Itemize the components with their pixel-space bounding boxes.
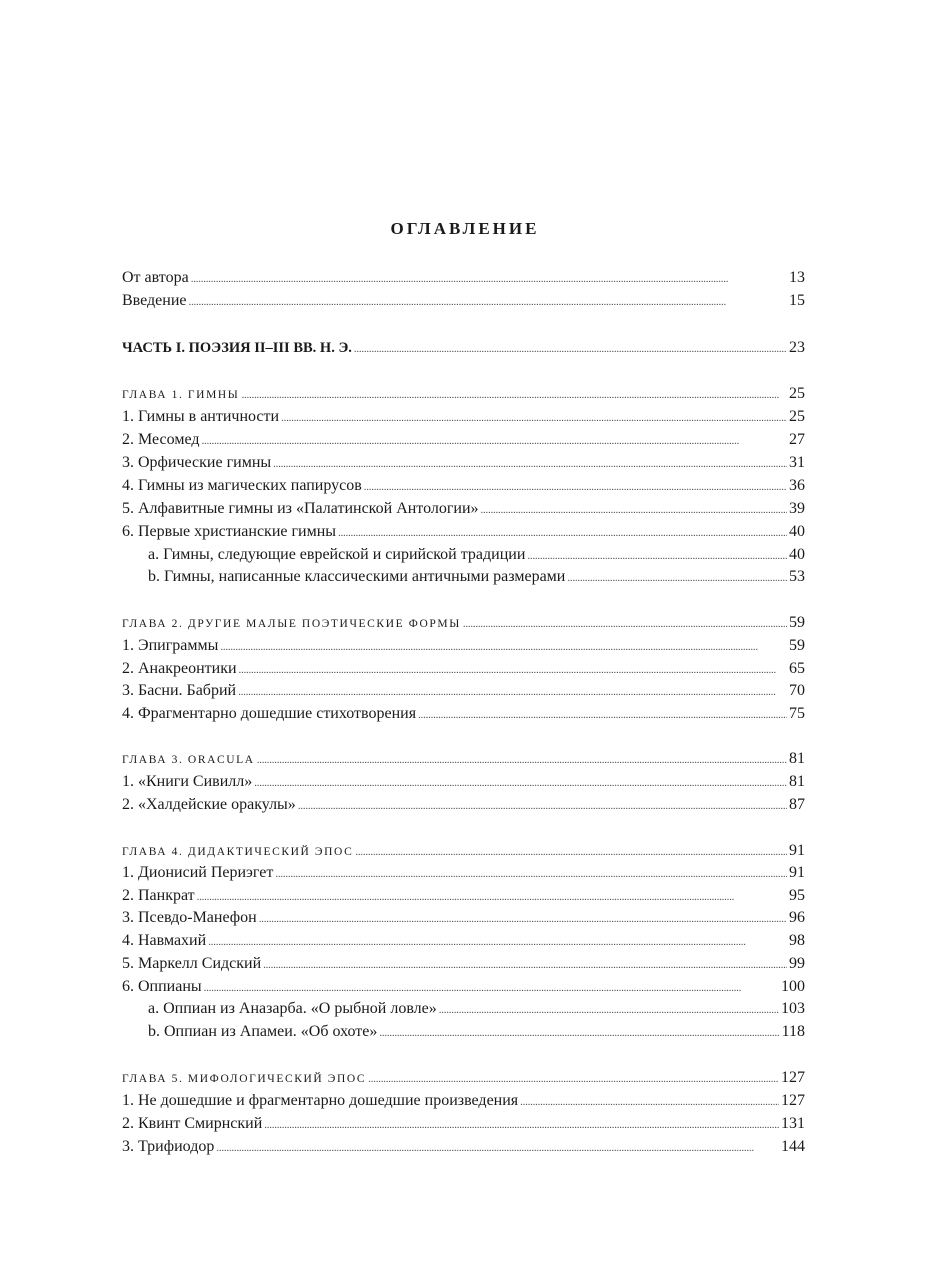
- dot-leader: [567, 568, 787, 588]
- dot-leader: [241, 385, 787, 405]
- toc-entry-title: 5. Алфавитные гимны из «Палатинской Антологии»: [122, 500, 479, 517]
- toc-entry-title: 4. Фрагментарно дошедшие стихотворения: [122, 705, 417, 722]
- toc-entry[interactable]: [122, 522, 805, 542]
- toc-entry-page: 31: [789, 454, 805, 471]
- toc-entry-title: ГЛАВА 2. ДРУГИЕ МАЛЫЕ ПОЭТИЧЕСКИЕ ФОРМЫ: [122, 618, 461, 630]
- toc-entry[interactable]: [122, 1137, 805, 1157]
- toc-entry[interactable]: [148, 545, 805, 565]
- toc-entry-page: 91: [789, 842, 805, 859]
- toc-entry-page: 103: [781, 1000, 805, 1017]
- toc-entry-page: 53: [789, 568, 805, 585]
- toc-entry-title: 1. Гимны в античности: [122, 408, 280, 425]
- toc-entry-title: 3. Трифиодор: [122, 1138, 215, 1155]
- toc-entry-title: 5. Маркелл Сидский: [122, 955, 262, 972]
- dot-leader: [273, 454, 787, 474]
- toc-entry[interactable]: [122, 704, 805, 724]
- toc-entry-title: 4. Навмахий: [122, 932, 207, 949]
- toc-entry-page: 81: [789, 773, 805, 790]
- toc-entry[interactable]: [122, 977, 805, 997]
- dot-leader: [191, 269, 787, 289]
- toc-entry-title: От автора: [122, 269, 189, 286]
- toc-entry-page: 96: [789, 909, 805, 926]
- toc-entry-page: 70: [789, 682, 805, 699]
- dot-leader: [354, 339, 787, 359]
- toc-entry[interactable]: [122, 384, 805, 404]
- dot-leader: [364, 477, 787, 497]
- toc-entry-page: 40: [789, 546, 805, 563]
- toc-entry[interactable]: [122, 1068, 805, 1088]
- dot-leader: [418, 705, 787, 725]
- dot-leader: [379, 1023, 779, 1043]
- toc-entry-title: 4. Гимны из магических папирусов: [122, 477, 362, 494]
- toc-entry[interactable]: [122, 841, 805, 861]
- dot-leader: [439, 1000, 779, 1020]
- toc-entry-page: 127: [781, 1069, 805, 1086]
- toc-entry[interactable]: [148, 1022, 805, 1042]
- toc-entry-page: 25: [789, 408, 805, 425]
- toc-entry-page: 118: [781, 1023, 805, 1040]
- dot-leader: [281, 408, 787, 428]
- toc-entry-title: b. Гимны, написанные классическими античными размерами: [148, 568, 566, 585]
- toc-entry-title: 3. Псевдо-Манефон: [122, 909, 257, 926]
- toc-entry-title: 2. Квинт Смирнский: [122, 1115, 263, 1132]
- toc-entry[interactable]: [122, 613, 805, 633]
- toc-entry-title: 2. Месомед: [122, 431, 200, 448]
- toc-entry-page: 127: [781, 1092, 805, 1109]
- toc-entry[interactable]: [122, 499, 805, 519]
- toc-entry-page: 59: [789, 614, 805, 631]
- toc-entry-page: 95: [789, 887, 805, 904]
- dot-leader: [254, 773, 787, 793]
- toc-entry[interactable]: [122, 886, 805, 906]
- dot-leader: [463, 614, 787, 634]
- toc-entry[interactable]: [122, 1114, 805, 1134]
- toc-entry-title: 2. Панкрат: [122, 887, 195, 904]
- toc-entry-title: 2. Анакреонтики: [122, 660, 237, 677]
- toc-title: ОГЛАВЛЕНИЕ: [390, 219, 540, 238]
- dot-leader: [355, 842, 787, 862]
- toc-entry-page: 27: [789, 431, 805, 448]
- dot-leader: [264, 1115, 779, 1135]
- toc-entry[interactable]: [122, 636, 805, 656]
- toc-entry[interactable]: [122, 1091, 805, 1111]
- dot-leader: [257, 750, 787, 770]
- toc-entry-page: 75: [789, 705, 805, 722]
- toc-entry[interactable]: [122, 931, 805, 951]
- toc-entry-title: a. Оппиан из Аназарба. «О рыбной ловле»: [148, 1000, 437, 1017]
- dot-leader: [527, 546, 787, 566]
- dot-leader: [204, 978, 779, 998]
- toc-entry-title: ГЛАВА 5. МИФОЛОГИЧЕСКИЙ ЭПОС: [122, 1073, 367, 1085]
- toc-entry-title: ГЛАВА 1. ГИМНЫ: [122, 389, 240, 401]
- toc-entry[interactable]: [122, 863, 805, 883]
- toc-entry-title: 6. Первые христианские гимны: [122, 523, 337, 540]
- dot-leader: [239, 660, 787, 680]
- toc-entry-title: 1. Дионисий Периэгет: [122, 864, 274, 881]
- dot-leader: [216, 1138, 779, 1158]
- dot-leader: [189, 292, 788, 312]
- toc-entry-title: 3. Басни. Бабрий: [122, 682, 237, 699]
- toc-entry-page: 131: [781, 1115, 805, 1132]
- toc-entry-title: Введение: [122, 292, 187, 309]
- toc-entry-page: 15: [789, 292, 805, 309]
- toc-entry-title: ЧАСТЬ I. ПОЭЗИЯ II–III ВВ. Н. Э.: [122, 340, 352, 356]
- toc-entry-page: 23: [789, 339, 805, 356]
- toc-entry-title: 1. Эпиграммы: [122, 637, 219, 654]
- toc-entry-title: 3. Орфические гимны: [122, 454, 272, 471]
- dot-leader: [197, 887, 787, 907]
- toc-entry[interactable]: [122, 476, 805, 496]
- toc-entry-title: 6. Оппианы: [122, 978, 202, 995]
- toc-entry-page: 91: [789, 864, 805, 881]
- dot-leader: [298, 796, 787, 816]
- dot-leader: [220, 637, 787, 657]
- toc-entry-page: 65: [789, 660, 805, 677]
- toc-entry[interactable]: [122, 407, 805, 427]
- toc-entry[interactable]: [122, 659, 805, 679]
- toc-entry[interactable]: [122, 795, 805, 815]
- toc-entry-page: 100: [781, 978, 805, 995]
- toc-entry-page: 59: [789, 637, 805, 654]
- toc-entry[interactable]: [122, 268, 805, 288]
- toc-entry-page: 25: [789, 385, 805, 402]
- toc-entry-page: 36: [789, 477, 805, 494]
- dot-leader: [238, 682, 787, 702]
- toc-entry[interactable]: [122, 908, 805, 928]
- toc-entry[interactable]: [122, 430, 805, 450]
- toc-entry[interactable]: [122, 453, 805, 473]
- toc-entry-title: ГЛАВА 3. ORACULA: [122, 754, 255, 766]
- toc-entry-page: 13: [789, 269, 805, 286]
- toc-entry[interactable]: [122, 681, 805, 701]
- dot-leader: [201, 431, 787, 451]
- toc-entry-page: 99: [789, 955, 805, 972]
- dot-leader: [259, 909, 787, 929]
- toc-entry-page: 39: [789, 500, 805, 517]
- toc-entry-page: 144: [781, 1138, 805, 1155]
- toc-entry-title: 1. Не дошедшие и фрагментарно дошедшие произведения: [122, 1092, 519, 1109]
- toc-entry-title: a. Гимны, следующие еврейской и сирийской традиции: [148, 546, 526, 563]
- toc-entry-page: 98: [789, 932, 805, 949]
- dot-leader: [481, 500, 787, 520]
- dot-leader: [263, 955, 787, 975]
- dot-leader: [338, 523, 787, 543]
- toc-entry-title: b. Оппиан из Апамеи. «Об охоте»: [148, 1023, 378, 1040]
- toc-entry[interactable]: [122, 772, 805, 792]
- dot-leader: [275, 864, 787, 884]
- dot-leader: [520, 1092, 779, 1112]
- dot-leader: [368, 1069, 779, 1089]
- toc-entry-title: 2. «Халдейские оракулы»: [122, 796, 296, 813]
- toc-entry[interactable]: [148, 999, 805, 1019]
- toc-entry-page: 40: [789, 523, 805, 540]
- toc-entry[interactable]: [148, 567, 805, 587]
- toc-entry-title: ГЛАВА 4. ДИДАКТИЧЕСКИЙ ЭПОС: [122, 846, 354, 858]
- toc-entry[interactable]: [122, 338, 805, 358]
- toc-entry-page: 81: [789, 750, 805, 767]
- toc-entry-page: 87: [789, 796, 805, 813]
- dot-leader: [208, 932, 787, 952]
- toc-entry[interactable]: [122, 749, 805, 769]
- toc-entry[interactable]: [122, 954, 805, 974]
- toc-entry-title: 1. «Книги Сивилл»: [122, 773, 253, 790]
- toc-entry[interactable]: [122, 291, 805, 311]
